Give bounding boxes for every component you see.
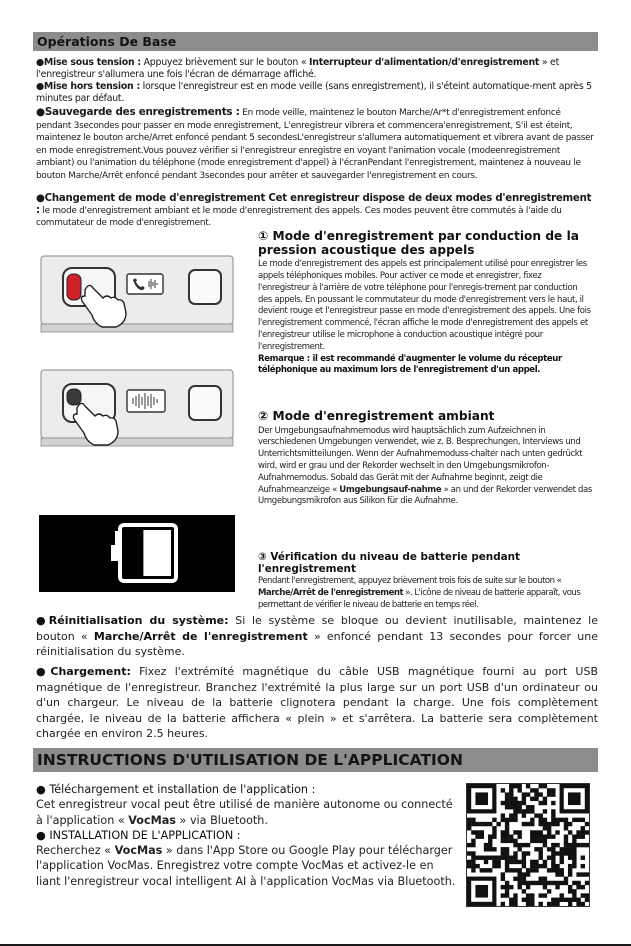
download-text-b: » via Bluetooth.: [175, 813, 268, 827]
reset-button-name: Marche/Arrêt de l'enregistrement: [93, 629, 308, 643]
power-on-label: ●Mise sous tension :: [36, 57, 141, 68]
qr-code-icon: [466, 783, 590, 907]
download-text: [36, 797, 458, 828]
ambient-mode-body-b: » an und der Rekorder verwendet das Umgebungsmikrofon aus Silikon für die Aufnahme.: [258, 484, 592, 507]
reset-label: ●Réinitialisation du système:: [36, 614, 229, 627]
mode-change-paragraph: [36, 193, 598, 230]
battery-check-section: [258, 551, 592, 611]
power-on-text-b: » et l'enregistreur s'allumera une fois l'écran de démarrage affiché.: [36, 57, 559, 80]
app-name-1: VocMas: [128, 813, 176, 827]
battery-check-title: ③ Vérification du niveau de batterie pendant l'enregistrement: [258, 551, 521, 575]
save-recordings-label: ●Sauvegarde des enregistrements :: [36, 106, 240, 118]
ambient-mode-section: [258, 410, 592, 508]
download-heading: ● Téléchargement et installation de l'application :: [36, 783, 316, 796]
call-mode-note: Remarque : il est recommandé d'augmenter le volume du récepteur téléphonique au maximum lors de l'enregistrement d'un appel.: [258, 353, 562, 376]
waveform-icon: [127, 390, 165, 412]
ambient-mode-device-illustration: [39, 368, 235, 452]
battery-icon: [111, 525, 176, 581]
power-on-button-name: Interrupteur d'alimentation/d'enregistrement: [309, 57, 540, 68]
ambient-mode-body: [258, 426, 592, 509]
install-text: [36, 843, 458, 889]
call-mode-section: [258, 230, 592, 377]
call-mode-title: ① Mode d'enregistrement par conduction de la pression acoustique des appels: [258, 229, 579, 257]
charging-paragraph: [36, 664, 598, 742]
app-name-2: VocMas: [114, 844, 163, 858]
save-recordings-paragraph: [36, 107, 598, 183]
power-off-paragraph: [36, 81, 598, 104]
battery-level-illustration: [39, 515, 235, 592]
phone-waveform-icon: [127, 274, 163, 294]
reset-text-b: » enfoncé pendant 13 secondes pour forcer une réinitialisation du système.: [36, 629, 598, 659]
reset-text-a: Si le système se bloque ou devient inutilisable, maintenez le bouton «: [36, 614, 598, 643]
section-title-basic-operations: Opérations De Base: [33, 32, 598, 51]
call-mode-body: Le mode d'enregistrement des appels est principalement utilisé pour enregistrer les appels téléphoniques mobiles. Pour activer ce mode et enregistrer, fixez l'enregistreur à l'arrière de votre téléphone pour l'enregis-trement par conduction des appels. En poussant le commutateur du mode d'enregistrement vers le haut, il devient rouge et l'enregistreur passe en mode d'enregistrement des appels. Une fois l'enregistrement commencé, l'écran affiche le mode d'enregistrement des appels et l'enregistreur utilise le microphone à conduction acoustique intégré pour l'enregistrement.: [258, 259, 591, 352]
save-recordings-text: En mode veille, maintenez le bouton Marche/Ar*t d'enregistrement enfoncé pendant 3secondes pour passer en mode enregistrement, L'enregistreur vibrera et commencera'enregistrement, S'il est éteint, maintenez le bouton arche/Arret enfoncé pendant 5 secondesL'enregistreur s'allumera automatiquement et vibrera avant de passer en mode enregistrement.Vous pouvez vérifier si l'enregistreur enregistre en voyant l'animation vocale (modeenregistrement ambiant) ou l'animation du téléphone (mode enregistrement d'appel) à l'écranPendant l'enregistrement, maintenez à nouveau le bouton Marche/Arrêt enfoncé pendant 3secondes pour arrêter et sauvegarder l'enregistrement en cours.: [36, 108, 594, 181]
download-text-a: Cet enregistreur vocal peut être utilisé de manière autonome ou connecté à l'application «: [36, 798, 453, 827]
power-on-text-a: Appuyez brièvement sur le bouton «: [140, 57, 310, 68]
battery-check-body: [258, 576, 592, 611]
charging-text: Fixez l'extrémité magnétique du câble USB magnétique fourni au port USB magnétique de l'enregistreur. Branchez l'extrémité la plus large sur un port USB d'un ordinateur ou d'un chargeur. Le niveau de la batterie clignotera pendant la charge. Une fois complètement chargée, le niveau de la batterie affichera « plein » et s'arrêtera. La batterie sera complètement chargée en environ 2.5 heures.: [36, 665, 598, 741]
battery-check-body-a: Pendant l'enregistrement, appuyez brièvement trois fois de suite sur le bouton «: [258, 576, 562, 586]
power-off-text: lorsque l'enregistreur est en mode veille (sans enregistrement), il s'éteint automatique-ment après 5 minutes par défaut.: [36, 81, 592, 104]
install-heading: ● INSTALLATION DE L'APPLICATION :: [36, 828, 241, 842]
install-text-b: » dans l'App Store ou Google Play pour télécharger l'application VocMas. Enregistrez votre compte VocMas et activez-le en liant l'enregistreur vocal intelligent AI à l'application VocMas via Bluetooth.: [36, 844, 456, 888]
install-text-a: Recherchez «: [36, 844, 115, 858]
power-off-label: ●Mise hors tension :: [36, 81, 140, 92]
ambient-mode-title: ② Mode d'enregistrement ambiant: [258, 409, 495, 423]
ambient-mode-body-bold: Umgebungsauf-nahme: [339, 484, 442, 495]
app-instructions-block: [36, 782, 458, 889]
battery-check-body-bold: Marche/Arrêt de l'enregistrement: [258, 587, 404, 598]
ambient-mode-body-a: Der Umgebungsaufnahmemodus wird hauptsächlich zum Aufzeichnen in verschiedenen Umgebungen verwendet, wie z. B. Besprechungen, Interviews und Unterrichtsmitteilungen. Wenn der Aufnahmemoduss-chalter nach unten gedrückt wird, wird er grau und der Rekorder wechselt in den Umgebungsmikrofon-Aufnahmemodus. Sobald das Gerät mit der Aufnahme beginnt, zeigt die Aufnahmeanzeige «: [258, 425, 583, 495]
mode-change-text: le mode d'enregistrement ambiant et le mode d'enregistrement des appels. Ces modes peuvent être commutés à l'aide du commutateur de mode d'enregistrement.: [36, 205, 562, 229]
reset-paragraph: [36, 613, 598, 660]
section-title-app-instructions: INSTRUCTIONS D'UTILISATION DE L'APPLICATION: [33, 748, 598, 772]
mode-change-label: ●Changement de mode d'enregistrement Cet enregistreur dispose de deux modes d'enregistrement :: [36, 193, 592, 216]
battery-check-body-b: ». L'icône de niveau de batterie apparaît, vous permettant de vérifier le niveau de batterie en temps réel.: [258, 587, 581, 610]
charging-label: ●Chargement:: [36, 665, 131, 678]
power-on-paragraph: [36, 57, 598, 80]
call-mode-device-illustration: [39, 254, 235, 336]
